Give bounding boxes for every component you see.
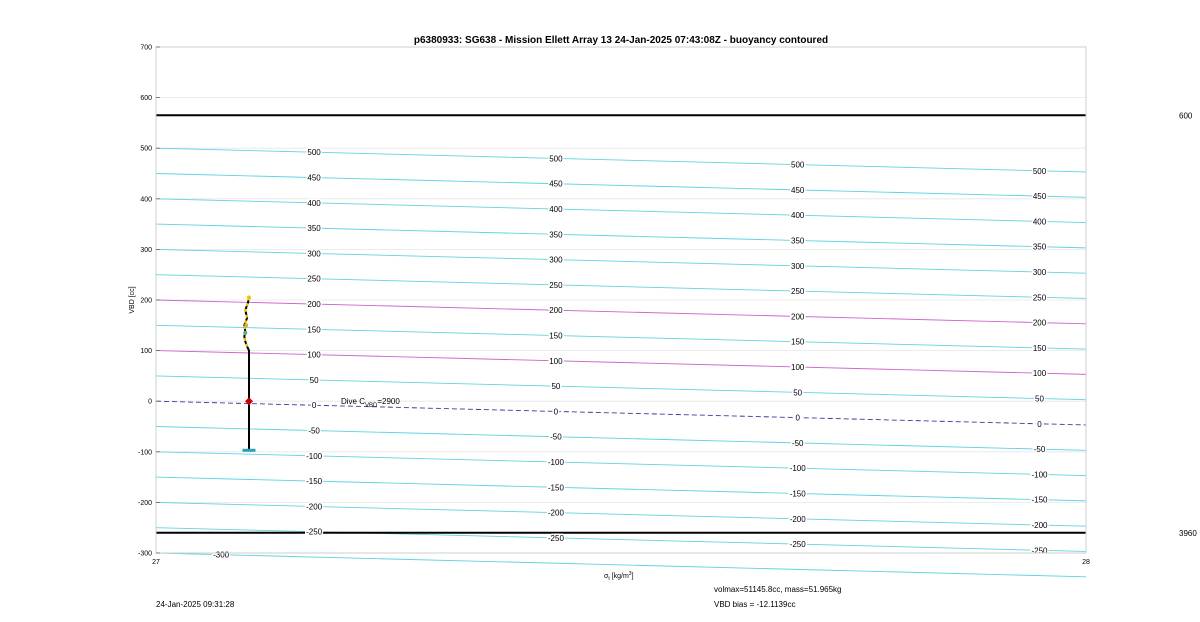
contour-line bbox=[156, 275, 1086, 299]
contour-labels bbox=[213, 148, 1048, 559]
contour-label: 0 bbox=[553, 407, 559, 417]
contour-label: -250 bbox=[789, 540, 806, 550]
contour-line bbox=[156, 477, 1086, 501]
contour-label: 100 bbox=[791, 363, 805, 373]
y-tick-label: 0 bbox=[148, 398, 152, 406]
trace-marker bbox=[247, 295, 251, 299]
contour-label: -50 bbox=[791, 438, 804, 448]
contour-label: -100 bbox=[1031, 470, 1048, 480]
contour-label: 150 bbox=[549, 331, 563, 341]
contour-line bbox=[156, 528, 1086, 552]
contour-line bbox=[156, 401, 1086, 425]
x-axis-label bbox=[604, 571, 634, 582]
contour-line bbox=[156, 249, 1086, 273]
contour-label: -200 bbox=[547, 508, 564, 518]
contour-line bbox=[156, 502, 1086, 526]
x-label-sub: t bbox=[608, 576, 610, 582]
contour-label: -200 bbox=[306, 502, 323, 512]
y-tick-label: 500 bbox=[140, 145, 152, 153]
contour-label: 200 bbox=[791, 312, 805, 322]
contour-label: -250 bbox=[547, 533, 564, 543]
contour-label: 400 bbox=[791, 211, 805, 221]
contour-line bbox=[156, 174, 1086, 198]
x-label-main: σ bbox=[604, 573, 609, 580]
contour-label: 400 bbox=[307, 198, 321, 208]
contour-label: -300 bbox=[213, 550, 230, 560]
dive-annotation-sub: VBD bbox=[365, 403, 378, 409]
contour-label: -200 bbox=[789, 514, 806, 524]
contour-label: 500 bbox=[549, 154, 563, 164]
contour-label: 450 bbox=[791, 185, 805, 195]
contour-label: -50 bbox=[1033, 445, 1046, 455]
contour-label: -50 bbox=[550, 432, 562, 442]
contour-label: 150 bbox=[791, 337, 805, 347]
contour-label: 300 bbox=[307, 249, 321, 259]
axis-layer bbox=[138, 45, 1090, 567]
contour-label: -150 bbox=[306, 477, 323, 487]
contour-label: 100 bbox=[549, 356, 563, 366]
x-tick-label: 28 bbox=[1082, 559, 1090, 566]
trace-center-marker bbox=[245, 397, 253, 405]
contour-label: -150 bbox=[547, 483, 564, 493]
contour-label: 500 bbox=[1032, 166, 1047, 176]
contour-label: -150 bbox=[789, 489, 806, 499]
contour-label: -150 bbox=[1031, 495, 1048, 505]
trace-marker bbox=[244, 323, 248, 327]
dive-annotation-main: Dive C bbox=[341, 397, 366, 406]
y-tick-label: 300 bbox=[140, 246, 152, 254]
y-tick-label: 100 bbox=[140, 348, 152, 356]
contour-line bbox=[156, 224, 1086, 248]
contour-label: -100 bbox=[789, 464, 806, 474]
contour-label: 200 bbox=[549, 306, 563, 316]
contour-line bbox=[156, 452, 1086, 476]
contour-label: 100 bbox=[1032, 369, 1047, 379]
contour-label: -100 bbox=[306, 451, 323, 461]
contour-label: 450 bbox=[307, 173, 321, 183]
contour-line bbox=[156, 351, 1086, 375]
footer-volmax: volmax=51145.8cc, mass=51.965kg bbox=[714, 585, 842, 594]
contour-label: 500 bbox=[307, 148, 321, 158]
contour-label: 0 bbox=[795, 413, 800, 423]
contour-label: 250 bbox=[549, 280, 563, 290]
contour-label: 250 bbox=[791, 287, 805, 297]
contour-label: 150 bbox=[1032, 343, 1047, 353]
contour-line bbox=[156, 199, 1086, 223]
contour-line bbox=[156, 325, 1086, 349]
y-tick-label: -200 bbox=[137, 499, 152, 507]
contour-label: 300 bbox=[549, 255, 563, 265]
contour-label: 0 bbox=[1037, 419, 1042, 429]
contour-label: 200 bbox=[1032, 318, 1047, 328]
contour-label: 50 bbox=[793, 388, 803, 398]
footer-timestamp: 24-Jan-2025 09:31:28 bbox=[156, 600, 235, 609]
contour-label: 400 bbox=[1032, 217, 1047, 227]
contour-line bbox=[156, 427, 1086, 451]
contour-label: 350 bbox=[549, 230, 563, 240]
contour-line bbox=[156, 148, 1086, 172]
contour-label: -100 bbox=[547, 458, 564, 468]
y-tick-label: 200 bbox=[140, 297, 152, 305]
y-tick-label: -300 bbox=[137, 550, 152, 558]
contour-label: -200 bbox=[1031, 520, 1048, 530]
contour-label: 450 bbox=[549, 179, 563, 189]
y-tick-label: 600 bbox=[140, 95, 152, 103]
x-label-close: ] bbox=[631, 573, 634, 580]
contour-label: 100 bbox=[307, 350, 321, 360]
contour-label: 350 bbox=[307, 224, 321, 234]
y-tick-label: -100 bbox=[137, 449, 152, 457]
footer-vbd-bias: VBD bias = -12.1139cc bbox=[714, 600, 796, 609]
contour-label: -50 bbox=[308, 426, 320, 436]
x-label-unit: [kg/m bbox=[609, 573, 629, 580]
contour-label: 0 bbox=[311, 401, 317, 411]
contour-label: 250 bbox=[1032, 293, 1047, 303]
contour-label: 400 bbox=[549, 205, 563, 215]
contour-label: 450 bbox=[1032, 192, 1047, 202]
contour-label: 250 bbox=[307, 274, 321, 284]
trace-upper-overlay bbox=[244, 296, 249, 347]
contour-label: 350 bbox=[1032, 242, 1047, 252]
contour-label: 150 bbox=[307, 325, 321, 335]
contour-label: 50 bbox=[309, 375, 319, 385]
dive-annotation-rest: =2900 bbox=[377, 397, 400, 406]
contour-label: 300 bbox=[791, 261, 805, 271]
x-tick-label: 27 bbox=[152, 559, 160, 566]
contour-label: 350 bbox=[791, 236, 805, 246]
dive-trace bbox=[242, 295, 255, 450]
chart-title: p6380933: SG638 - Mission Ellett Array 13 24-Jan-2025 07:43:08Z - buoyancy contoured bbox=[413, 35, 829, 46]
contour-layer bbox=[156, 148, 1086, 577]
x-label-sup: 3 bbox=[628, 571, 632, 577]
contour-label: 200 bbox=[307, 300, 321, 310]
contour-label: 500 bbox=[791, 160, 805, 170]
contour-label: 300 bbox=[1032, 267, 1047, 277]
bound-label: 600 bbox=[1179, 111, 1193, 121]
contour-label: 50 bbox=[551, 382, 561, 392]
y-axis-label: VBD [cc] bbox=[129, 286, 136, 314]
y-tick-label: 700 bbox=[140, 44, 152, 52]
contour-label: 50 bbox=[1035, 394, 1044, 404]
trace-marker bbox=[243, 331, 247, 335]
contour-label: -250 bbox=[1031, 546, 1048, 556]
bound-label: 3960 bbox=[1179, 528, 1197, 538]
contour-line bbox=[156, 300, 1086, 324]
y-tick-label: 400 bbox=[140, 196, 152, 204]
contour-line bbox=[156, 376, 1086, 400]
contour-label: -250 bbox=[306, 527, 323, 537]
